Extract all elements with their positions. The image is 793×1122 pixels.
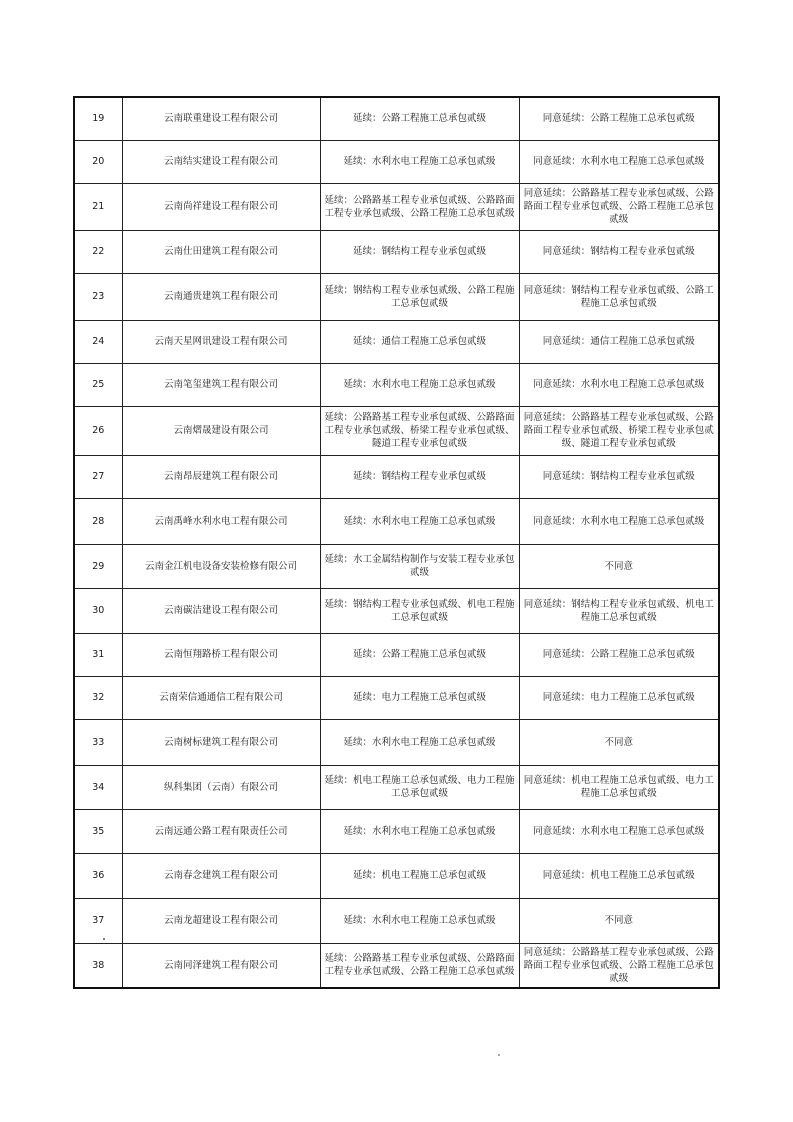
company-name-cell: 云南笔玺建筑工程有限公司 bbox=[122, 363, 320, 406]
row-number-cell: 27 bbox=[74, 455, 122, 498]
row-number-cell: 36 bbox=[74, 853, 122, 898]
opinion-cell: 同意延续：公路工程施工总承包贰级 bbox=[519, 633, 719, 676]
company-name-cell: 云南结实建设工程有限公司 bbox=[122, 140, 320, 183]
row-number-cell: 34 bbox=[74, 765, 122, 809]
company-name-cell: 云南通贵建筑工程有限公司 bbox=[122, 273, 320, 320]
table-row bbox=[74, 898, 719, 943]
row-number-cell: 26 bbox=[74, 406, 122, 455]
table-row bbox=[74, 455, 719, 498]
opinion-cell: 同意延续：机电工程施工总承包贰级 bbox=[519, 853, 719, 898]
company-name-cell: 云南龙超建设工程有限公司 bbox=[122, 898, 320, 943]
table-row bbox=[74, 853, 719, 898]
opinion-cell: 不同意 bbox=[519, 898, 719, 943]
row-number-cell: 37 bbox=[74, 898, 122, 943]
application-cell: 延续：钢结构工程专业承包贰级、机电工程施工总承包贰级 bbox=[320, 588, 519, 633]
opinion-cell: 同意延续：水利水电工程施工总承包贰级 bbox=[519, 498, 719, 544]
table-row bbox=[74, 320, 719, 363]
table-row bbox=[74, 183, 719, 230]
row-number-cell: 25 bbox=[74, 363, 122, 406]
row-number-cell: 19 bbox=[74, 97, 122, 140]
company-name-cell: 云南碳洁建设工程有限公司 bbox=[122, 588, 320, 633]
application-cell: 延续：钢结构工程专业承包贰级 bbox=[320, 230, 519, 273]
row-number-cell: 20 bbox=[74, 140, 122, 183]
application-cell: 延续：公路路基工程专业承包贰级、公路路面工程专业承包贰级、公路工程施工总承包贰级 bbox=[320, 943, 519, 988]
table-row bbox=[74, 633, 719, 676]
row-number-cell: 28 bbox=[74, 498, 122, 544]
application-cell: 延续：电力工程施工总承包贰级 bbox=[320, 676, 519, 719]
opinion-cell: 同意延续：机电工程施工总承包贰级、电力工程施工总承包贰级 bbox=[519, 765, 719, 809]
company-name-cell: 云南熠晟建设有限公司 bbox=[122, 406, 320, 455]
application-cell: 延续：水利水电工程施工总承包贰级 bbox=[320, 140, 519, 183]
application-cell: 延续：公路路基工程专业承包贰级、公路路面工程专业承包贰级、桥梁工程专业承包贰级、隧道工程专业承包贰级 bbox=[320, 406, 519, 455]
opinion-cell: 不同意 bbox=[519, 544, 719, 588]
opinion-cell: 同意延续：公路路基工程专业承包贰级、公路路面工程专业承包贰级、公路工程施工总承包贰级 bbox=[519, 943, 719, 988]
application-cell: 延续：公路路基工程专业承包贰级、公路路面工程专业承包贰级、公路工程施工总承包贰级 bbox=[320, 183, 519, 230]
application-cell: 延续：机电工程施工总承包贰级、电力工程施工总承包贰级 bbox=[320, 765, 519, 809]
row-number-cell: 31 bbox=[74, 633, 122, 676]
opinion-cell: 不同意 bbox=[519, 719, 719, 765]
opinion-cell: 同意延续：钢结构工程专业承包贰级 bbox=[519, 230, 719, 273]
row-number-cell: 30 bbox=[74, 588, 122, 633]
company-name-cell: 云南远通公路工程有限责任公司 bbox=[122, 809, 320, 853]
application-cell: 延续：钢结构工程专业承包贰级 bbox=[320, 455, 519, 498]
application-cell: 延续：水利水电工程施工总承包贰级 bbox=[320, 363, 519, 406]
table-row bbox=[74, 97, 719, 140]
opinion-cell: 同意延续：公路工程施工总承包贰级 bbox=[519, 97, 719, 140]
company-name-cell: 纵科集团（云南）有限公司 bbox=[122, 765, 320, 809]
opinion-cell: 同意延续：电力工程施工总承包贰级 bbox=[519, 676, 719, 719]
application-cell: 延续：通信工程施工总承包贰级 bbox=[320, 320, 519, 363]
table-row bbox=[74, 719, 719, 765]
row-number-cell: 23 bbox=[74, 273, 122, 320]
application-cell: 延续：水工金属结构制作与安装工程专业承包贰级 bbox=[320, 544, 519, 588]
row-number-cell: 21 bbox=[74, 183, 122, 230]
company-name-cell: 云南金江机电设备安装检修有限公司 bbox=[122, 544, 320, 588]
table-row bbox=[74, 498, 719, 544]
opinion-cell: 同意延续：公路路基工程专业承包贰级、公路路面工程专业承包贰级、桥梁工程专业承包贰级、隧道工程专业承包贰级 bbox=[519, 406, 719, 455]
table-row bbox=[74, 809, 719, 853]
opinion-cell: 同意延续：水利水电工程施工总承包贰级 bbox=[519, 809, 719, 853]
application-cell: 延续：机电工程施工总承包贰级 bbox=[320, 853, 519, 898]
company-name-cell: 云南禹峰水利水电工程有限公司 bbox=[122, 498, 320, 544]
scan-speck bbox=[103, 938, 105, 940]
row-number-cell: 35 bbox=[74, 809, 122, 853]
company-name-cell: 云南联重建设工程有限公司 bbox=[122, 97, 320, 140]
opinion-cell: 同意延续：通信工程施工总承包贰级 bbox=[519, 320, 719, 363]
row-number-cell: 32 bbox=[74, 676, 122, 719]
row-number-cell: 33 bbox=[74, 719, 122, 765]
row-number-cell: 24 bbox=[74, 320, 122, 363]
application-cell: 延续：水利水电工程施工总承包贰级 bbox=[320, 719, 519, 765]
opinion-cell: 同意延续：水利水电工程施工总承包贰级 bbox=[519, 140, 719, 183]
table-row bbox=[74, 140, 719, 183]
company-name-cell: 云南树标建筑工程有限公司 bbox=[122, 719, 320, 765]
table-row bbox=[74, 588, 719, 633]
application-cell: 延续：公路工程施工总承包贰级 bbox=[320, 97, 519, 140]
application-cell: 延续：公路工程施工总承包贰级 bbox=[320, 633, 519, 676]
row-number-cell: 29 bbox=[74, 544, 122, 588]
opinion-cell: 同意延续：钢结构工程专业承包贰级 bbox=[519, 455, 719, 498]
row-number-cell: 38 bbox=[74, 943, 122, 988]
scan-speck bbox=[498, 1054, 500, 1056]
table-row bbox=[74, 363, 719, 406]
table-row bbox=[74, 230, 719, 273]
table-row bbox=[74, 544, 719, 588]
row-number-cell: 22 bbox=[74, 230, 122, 273]
table-row bbox=[74, 943, 719, 988]
opinion-cell: 同意延续：公路路基工程专业承包贰级、公路路面工程专业承包贰级、公路工程施工总承包贰级 bbox=[519, 183, 719, 230]
table-row bbox=[74, 676, 719, 719]
company-name-cell: 云南天星网讯建设工程有限公司 bbox=[122, 320, 320, 363]
company-name-cell: 云南荣信通通信工程有限公司 bbox=[122, 676, 320, 719]
application-cell: 延续：水利水电工程施工总承包贰级 bbox=[320, 498, 519, 544]
opinion-cell: 同意延续：钢结构工程专业承包贰级、机电工程施工总承包贰级 bbox=[519, 588, 719, 633]
company-name-cell: 云南春念建筑工程有限公司 bbox=[122, 853, 320, 898]
approval-table bbox=[73, 96, 720, 989]
company-name-cell: 云南恒翔路桥工程有限公司 bbox=[122, 633, 320, 676]
table-row bbox=[74, 765, 719, 809]
company-name-cell: 云南同泽建筑工程有限公司 bbox=[122, 943, 320, 988]
company-name-cell: 云南昂辰建筑工程有限公司 bbox=[122, 455, 320, 498]
approval-table-body bbox=[74, 97, 719, 988]
application-cell: 延续：钢结构工程专业承包贰级、公路工程施工总承包贰级 bbox=[320, 273, 519, 320]
table-row bbox=[74, 406, 719, 455]
table-row bbox=[74, 273, 719, 320]
application-cell: 延续：水利水电工程施工总承包贰级 bbox=[320, 898, 519, 943]
opinion-cell: 同意延续：钢结构工程专业承包贰级、公路工程施工总承包贰级 bbox=[519, 273, 719, 320]
company-name-cell: 云南尚祥建设工程有限公司 bbox=[122, 183, 320, 230]
application-cell: 延续：水利水电工程施工总承包贰级 bbox=[320, 809, 519, 853]
opinion-cell: 同意延续：水利水电工程施工总承包贰级 bbox=[519, 363, 719, 406]
company-name-cell: 云南仕田建筑工程有限公司 bbox=[122, 230, 320, 273]
